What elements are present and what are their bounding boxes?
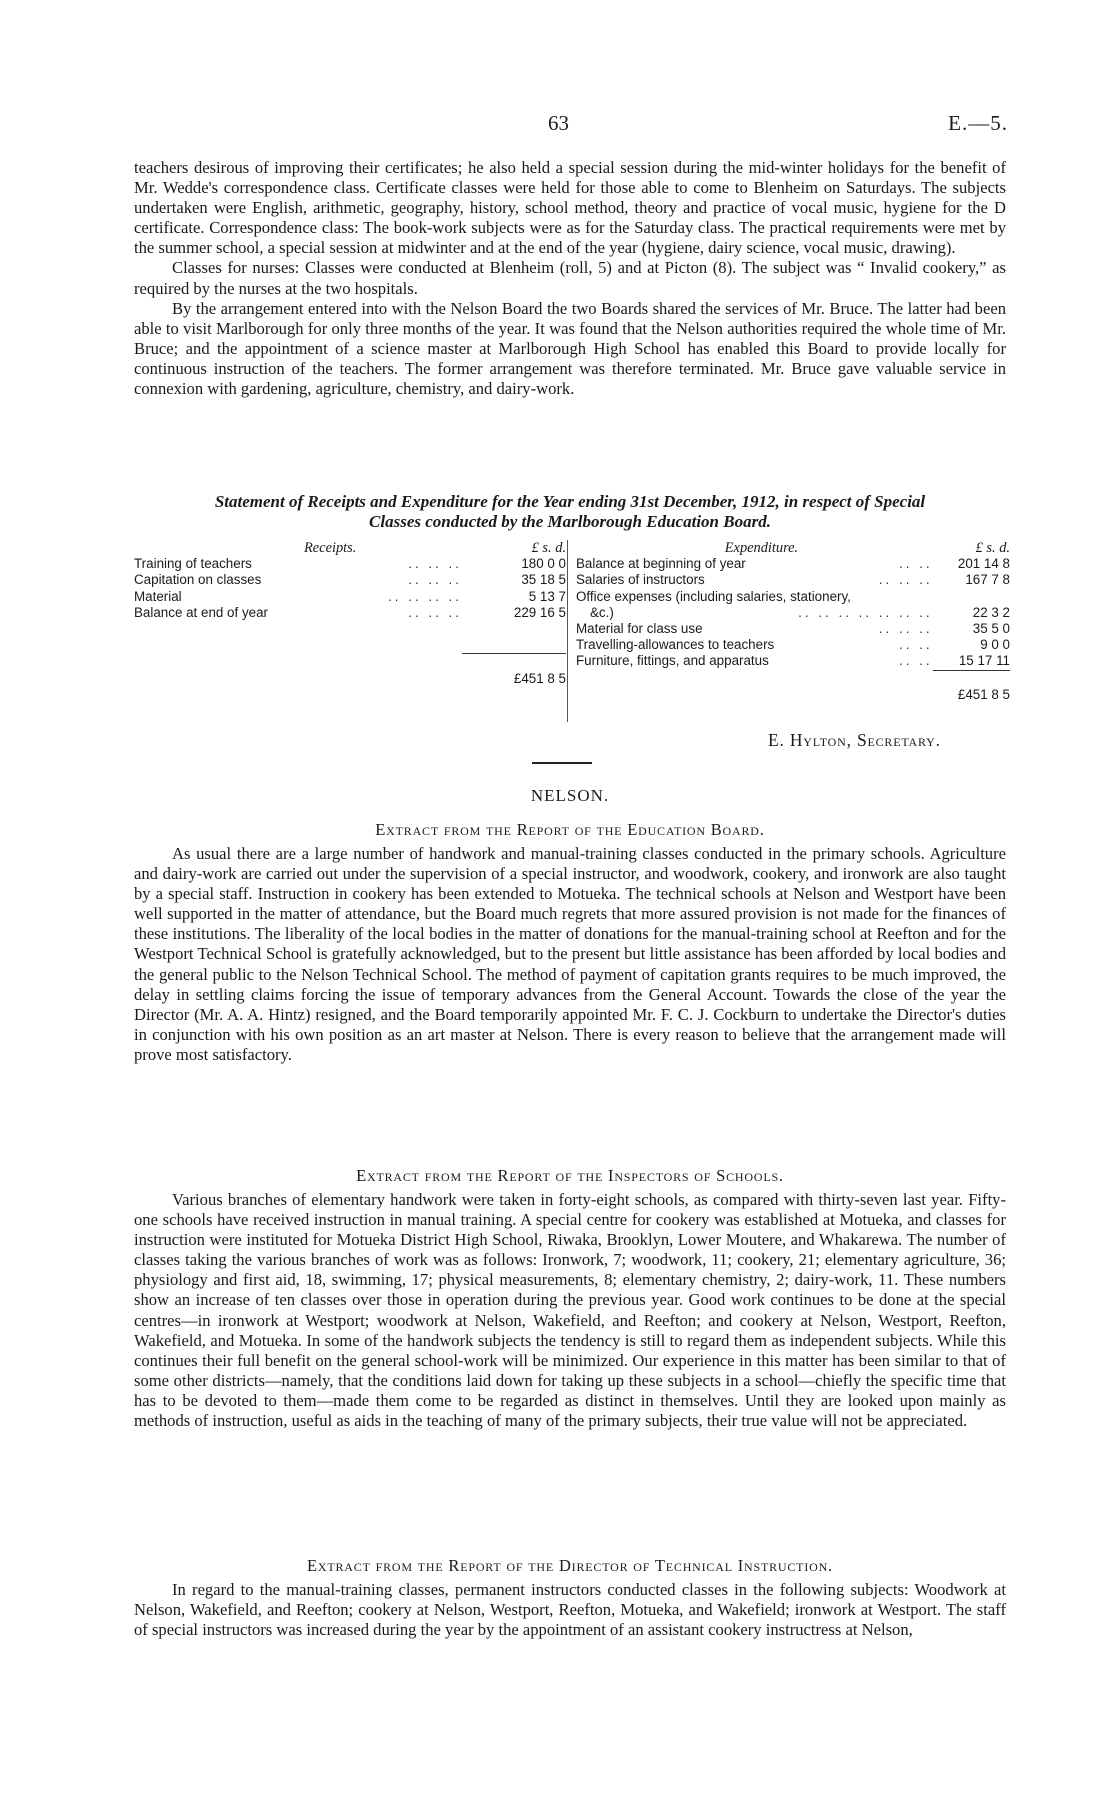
- expenditure-label: Balance at beginning of year: [576, 556, 746, 572]
- statement-title-line-2: Classes conducted by the Marlborough Education Board.: [369, 512, 771, 531]
- expenditure-heading-row: [576, 540, 1010, 556]
- section-divider: [532, 762, 592, 764]
- receipts-heading-row: [134, 540, 566, 556]
- leader-dots: .. .. .. ..: [388, 588, 462, 604]
- leader-dots: .. .. ..: [408, 556, 462, 572]
- expenditure-amount: 15 17 11: [958, 653, 1010, 669]
- leader-dots: .. ..: [898, 653, 933, 669]
- leader-dots: .. .. ..: [408, 572, 462, 588]
- extract-heading-education-board: Extract from the Report of the Education Board.: [375, 820, 765, 839]
- receipt-label: Capitation on classes: [134, 572, 262, 588]
- table-row: [134, 572, 566, 588]
- statement-title-line-1: Statement of Receipts and Expenditure for the Year ending 31st December, 1912, in respect of Special: [214, 492, 926, 511]
- table-row: [134, 605, 566, 621]
- receipts-heading: Receipts.: [304, 540, 357, 556]
- expenditure-amount: 22 3 2: [972, 604, 1010, 620]
- paragraph-mr-bruce: By the arrangement entered into with the Nelson Board the two Boards shared the services of Mr. Bruce. The latter had been able to visit Marlborough for only three months of the year. It was found that the Nelson authorities required the whole time of Mr. Bruce; and the appointment of a science master at Marlborough High School has enabled this Board to provide locally for continuous instruction of the teachers. The former arrangement was therefore terminated. Mr. Bruce gave valuable service in connexion with gardening, agriculture, chemistry, and dairy-work.: [134, 298, 1006, 399]
- table-divider: [567, 540, 568, 722]
- secretary-signature: E. Hylton, Secretary.: [768, 730, 941, 750]
- receipt-amount: 180 0 0: [521, 556, 566, 572]
- receipt-amount: 229 16 5: [513, 604, 566, 620]
- table-row: [576, 572, 1010, 588]
- page-number: 63: [548, 111, 569, 135]
- expenditure-label: Office expenses (including salaries, stationery,: [576, 588, 851, 604]
- extract-heading-inspectors: Extract from the Report of the Inspectors of Schools.: [356, 1166, 784, 1185]
- leader-dots: .. .. ..: [878, 572, 933, 588]
- expenditure-heading: Expenditure.: [724, 540, 799, 556]
- receipt-label: Balance at end of year: [134, 604, 268, 620]
- paragraph-education-board: As usual there are a large number of handwork and manual-training classes conducted in the primary schools. Agriculture and dairy-work are carried out under the supervision of a special instructor, and woodwork, cookery, and ironwork are also taught by a special staff. Instruction in cookery has been extended to Motueka. The technical schools at Nelson and Westport have been well supported in the matter of attendance, but the Board much regrets that more assured provision is not made for the finances of these institutions. The liberality of the local bodies in the matter of donations for the manual-training school at Reefton and for the Westport Technical School is gratefully acknowledged, but to the present but little assistance has been afforded by local bodies and the general public to the Nelson Technical School. The method of payment of capitation grants requires to be much improved, the delay in settling claims forcing the issue of temporary advances from the General Account. Towards the close of the year the Director (Mr. A. A. Hintz) resigned, and the Board temporarily appointed Mr. F. C. J. Cockburn to undertake the Director's duties in conjunction with his own position as an art master at Nelson. There is every reason to believe that the arrangement made will prove most satisfactory.: [134, 844, 1006, 1064]
- expenditure-label: Material for class use: [576, 621, 703, 637]
- expenditure-amount: 167 7 8: [965, 572, 1010, 588]
- statement-title: [134, 492, 1006, 532]
- expenditure-label: &c.): [590, 604, 614, 620]
- extract-inspectors: [134, 1190, 1006, 1431]
- receipt-amount: 35 18 5: [521, 572, 566, 588]
- expenditure-amount: 9 0 0: [980, 637, 1010, 653]
- extract-heading-director: Extract from the Report of the Director of Technical Instruction.: [307, 1556, 833, 1575]
- paragraph-director: In regard to the manual-training classes, permanent instructors conducted classes in the following subjects: Woodwork at Nelson, Wakefield, and Reefton; cookery at Nelson, Westport, Reefton, Motueka, and Wakefield; ironwork at Westport. The staff of special instructors was increased during the year by the appointment of an assistant cookery instructress at Nelson,: [134, 1580, 1006, 1640]
- expenditure-amount: 201 14 8: [957, 556, 1010, 572]
- table-row: [576, 621, 1010, 637]
- receipts-currency-heading: £ s. d.: [531, 540, 566, 556]
- receipts-total-row: [134, 671, 566, 687]
- marlborough-continued-text: [134, 158, 1006, 399]
- expenditure-label: Travelling-allowances to teachers: [576, 637, 775, 653]
- table-row: [134, 589, 566, 605]
- expenditure-table: [576, 540, 1010, 703]
- leader-dots: .. .. ..: [878, 621, 933, 637]
- expenditure-total-row: [576, 687, 1010, 703]
- paragraph-certificates: teachers desirous of improving their certificates; he also held a special session during the mid-winter holidays for the benefit of Mr. Wedde's correspondence class. Certificate classes were held for those able to come to Blenheim on Saturdays. The subjects undertaken were English, arithmetic, geography, history, school method, theory and practice of vocal music, hygiene for the D certificate. Correspondence class: The book-work subjects were as for the Saturday class. The practical requirements were met by the summer school, a special session at midwinter and at the end of the year (hygiene, dairy science, vocal music, drawing).: [134, 158, 1006, 258]
- paragraph-nurses: Classes for nurses: Classes were conducted at Blenheim (roll, 5) and at Picton (8). The subject was “ Invalid cookery,” as required by the nurses at the two hospitals.: [134, 258, 1006, 298]
- expenditure-amount: 35 5 0: [972, 621, 1010, 637]
- leader-dots: .. ..: [898, 556, 933, 572]
- receipt-label: Material: [134, 588, 182, 604]
- expenditure-total: £451 8 5: [957, 686, 1010, 702]
- receipts-total: £451 8 5: [513, 670, 566, 686]
- leader-dots: .. .. .. .. .. .. ..: [798, 604, 933, 620]
- nelson-heading: NELSON.: [530, 786, 610, 805]
- expenditure-currency-heading: £ s. d.: [975, 540, 1010, 556]
- leader-dots: .. ..: [898, 637, 933, 653]
- paragraph-inspectors: Various branches of elementary handwork were taken in forty-eight schools, as compared with thirty-seven last year. Fifty-one schools have received instruction in manual training. A special centre for cookery was established at Motueka, and classes for instruction were instituted for Motueka District High School, Riwaka, Brooklyn, Lower Moutere, and Whakarewa. The number of classes taking the various branches of work was as follows: Ironwork, 7; woodwork, 11; cookery, 21; elementary agriculture, 36; physiology and first aid, 18, swimming, 17; physical measurements, 8; elementary chemistry, 2; dairy-work, 11. These numbers show an increase of ten classes over those in operation during the previous year. Good work continues to be done at the special centres—in ironwork at Westport; woodwork at Nelson, Wakefield, and Reefton; and cookery at Nelson, Westport, Reefton, Wakefield, and Motueka. In some of the handwork subjects the tendency is still to regard them as independent subjects. While this continues their full benefit on the general school-work will be minimized. Our experience in this matter has been similar to that of some other districts—namely, that the conditions laid down for taking up these subjects in a school—chiefly the specific time that has to be devoted to them—made them come to be regarded as distinct in themselves. Until they are looked upon mainly as methods of instruction, useful as aids in the teaching of many of the primary subjects, their true value will not be appreciated.: [134, 1190, 1006, 1431]
- table-row: [576, 589, 1010, 605]
- leader-dots: .. .. ..: [408, 604, 462, 620]
- expenditure-label: Furniture, fittings, and apparatus: [576, 653, 769, 669]
- table-row: [576, 556, 1010, 572]
- table-row: [576, 637, 1010, 653]
- table-row: [576, 653, 1010, 670]
- extract-director: [134, 1580, 1006, 1640]
- extract-education-board: [134, 844, 1006, 1065]
- receipt-amount: 5 13 7: [528, 588, 566, 604]
- receipts-table: [134, 540, 566, 687]
- expenditure-label: Salaries of instructors: [576, 572, 705, 588]
- table-row: [576, 605, 1010, 621]
- receipt-label: Training of teachers: [134, 556, 252, 572]
- table-row: [134, 556, 566, 572]
- document-reference: E.—5.: [948, 111, 1008, 135]
